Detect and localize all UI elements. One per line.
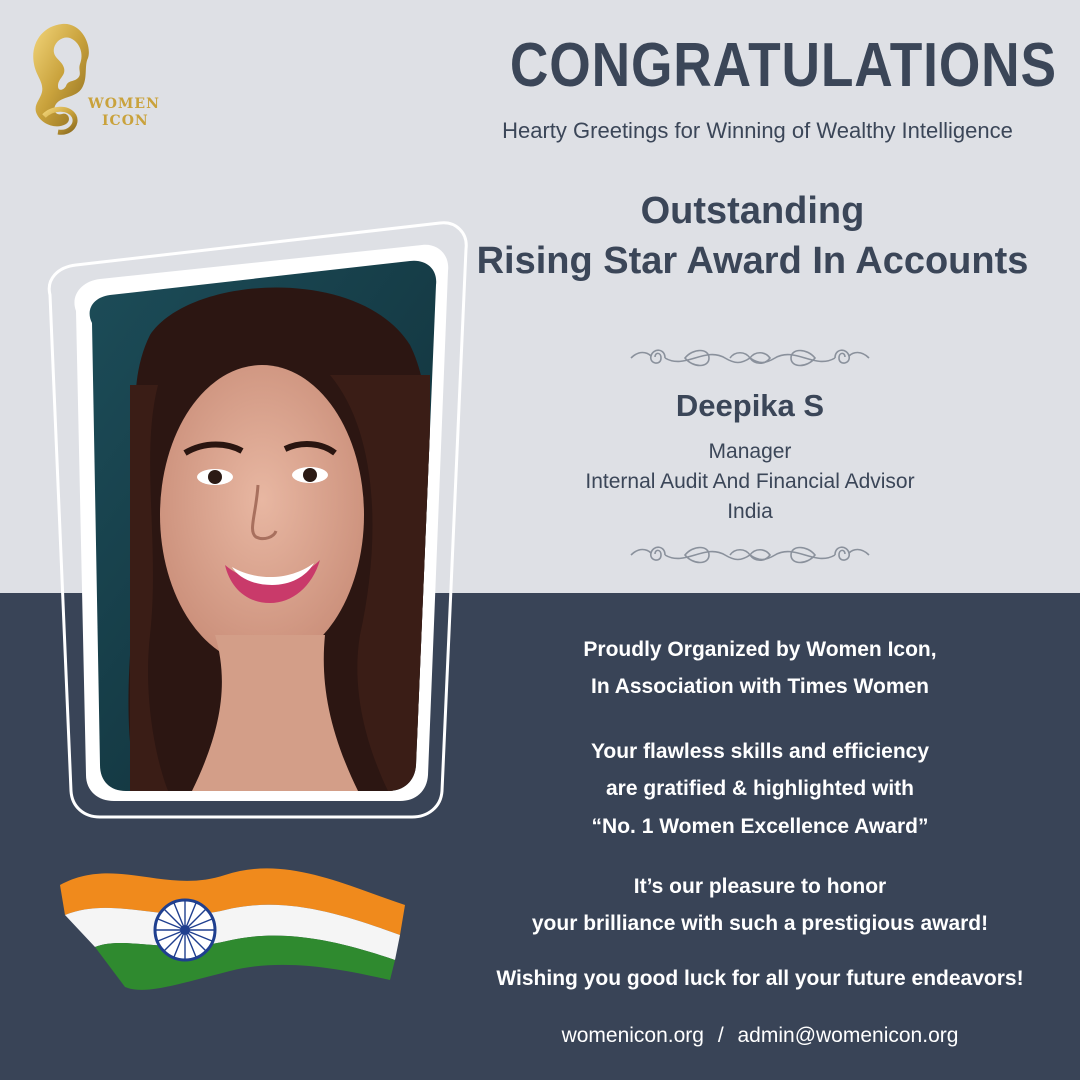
- footer-contact: [470, 1024, 1050, 1048]
- women-profile-logo-icon: [22, 20, 172, 140]
- winner-name: Deepika S: [675, 388, 825, 423]
- winner-country: India: [727, 500, 773, 523]
- winner-photo: [70, 245, 470, 805]
- footer-website-link[interactable]: womenicon.org: [561, 1024, 704, 1047]
- women-icon-logo: [22, 20, 172, 140]
- indian-flag-icon: [55, 855, 415, 1005]
- organizer-line-1: Proudly Organized by Women Icon,: [583, 638, 937, 661]
- award-title: [450, 186, 1055, 286]
- winner-role: Manager: [708, 440, 792, 463]
- page-subtitle: Hearty Greetings for Winning of Wealthy Intelligence: [502, 118, 1013, 143]
- ornamental-flourish-icon: [625, 338, 875, 378]
- winner-photo-frame: [30, 215, 480, 825]
- ornamental-flourish-icon: [625, 535, 875, 575]
- skills-line-2: are gratified & highlighted with: [605, 777, 914, 800]
- footer-email-link[interactable]: admin@womenicon.org: [737, 1024, 959, 1047]
- wish-line: Wishing you good luck for all your future endeavors!: [496, 967, 1024, 990]
- skills-line-3: “No. 1 Women Excellence Award”: [591, 815, 929, 838]
- page-title: CONGRATULATIONS: [509, 31, 1057, 100]
- award-title-line1: Outstanding: [640, 190, 865, 232]
- honor-line-2: your brilliance with such a prestigious award!: [531, 912, 989, 935]
- winner-organization: Internal Audit And Financial Advisor: [585, 470, 915, 493]
- honor-line-1: It’s our pleasure to honor: [633, 875, 887, 898]
- logo-text-icon: ICON: [102, 113, 149, 129]
- award-title-line2: Rising Star Award In Accounts: [476, 240, 1029, 282]
- skills-line-1: Your flawless skills and efficiency: [590, 740, 930, 763]
- footer-separator: /: [717, 1024, 724, 1047]
- logo-text-women: WOMEN: [88, 96, 160, 112]
- organizer-line-2: In Association with Times Women: [591, 675, 929, 698]
